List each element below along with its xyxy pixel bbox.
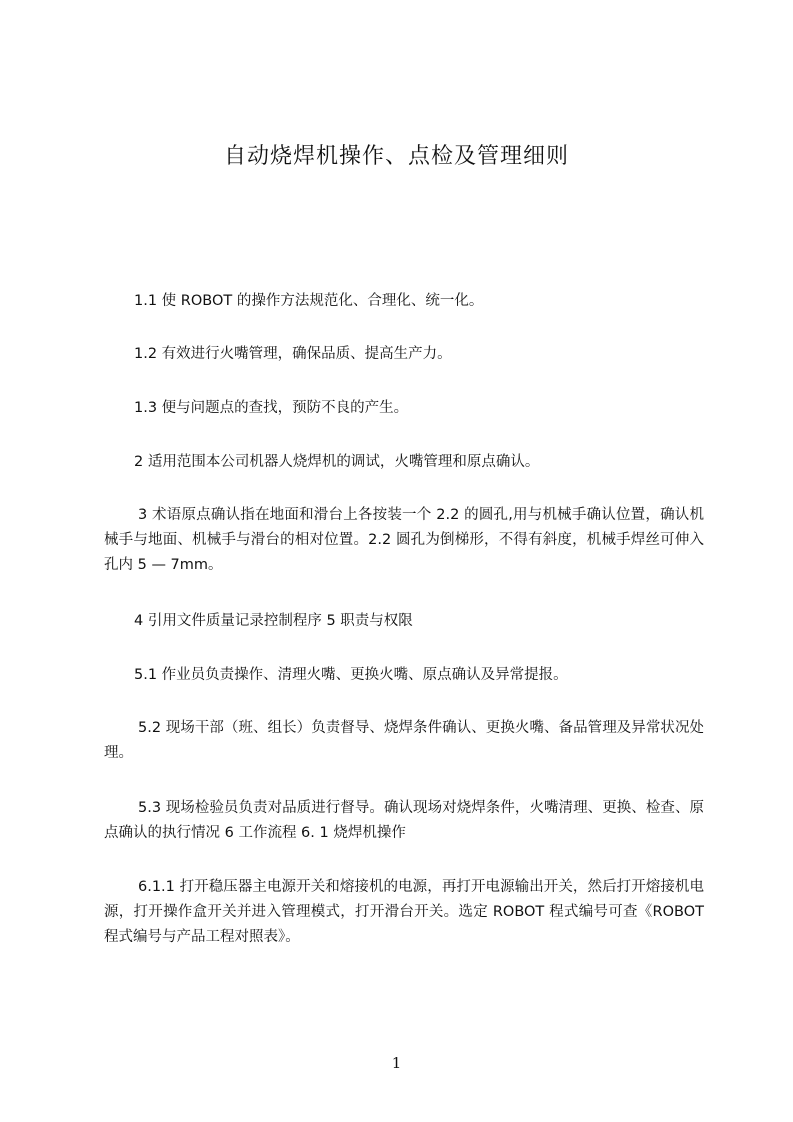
paragraph-6-1-1: 6.1.1 打开稳压器主电源开关和熔接机的电源，再打开电源输出开关，然后打开熔接机电源，打开操作盒开关并进入管理模式，打开滑台开关。选定 ROBOT 程式编号可查《ROBOT 程式编号与产品工程对照表》。 — [104, 879, 704, 945]
document-title: 自动烧焊机操作、点检及管理细则 — [223, 144, 569, 169]
paragraph-1-2: 1.2 有效进行火嘴管理，确保品质、提高生产力。 — [134, 346, 452, 362]
paragraph-5-2: 5.2 现场干部（班、组长）负责督导、烧焊条件确认、更换火嘴、备品管理及异常状况处理。 — [104, 720, 704, 761]
paragraph-2: 2 适用范围本公司机器人烧焊机的调试，火嘴管理和原点确认。 — [134, 454, 540, 470]
paragraph-1-1: 1.1 使 ROBOT 的操作方法规范化、合理化、统一化。 — [134, 293, 484, 309]
paragraph-3: 3 术语原点确认指在地面和滑台上各按装一个 2.2 的圆孔,用与机械手确认位置，确认机械手与地面、机械手与滑台的相对位置。2.2 圆孔为倒梯形，不得有斜度，机械手焊丝可伸入孔内 5 — 7mm。 — [104, 507, 704, 573]
paragraph-4-5: 4 引用文件质量记录控制程序 5 职责与权限 — [134, 613, 413, 629]
paragraph-5-3: 5.3 现场检验员负责对品质进行督导。确认现场对烧焊条件，火嘴清理、更换、检查、原点确认的执行情况 6 工作流程 6. 1 烧焊机操作 — [104, 800, 704, 841]
paragraph-5-1: 5.1 作业员负责操作、清理火嘴、更换火嘴、原点确认及异常提报。 — [134, 667, 568, 683]
paragraph-1-3: 1.3 便与问题点的查找，预防不良的产生。 — [134, 400, 409, 416]
page-number: 1 — [391, 1054, 402, 1072]
